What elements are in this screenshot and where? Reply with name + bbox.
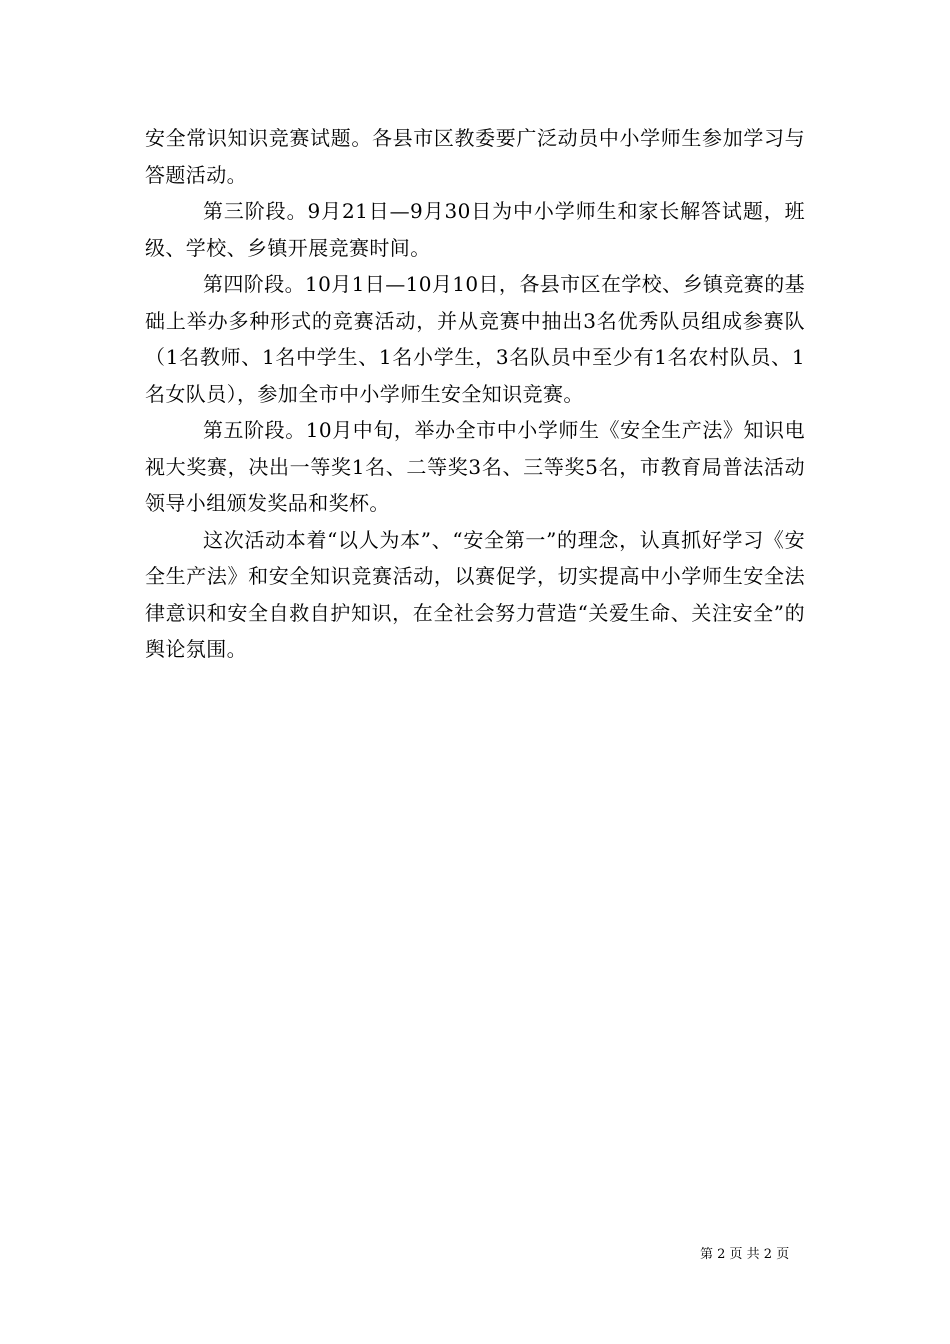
paragraph-continuation: 安全常识知识竞赛试题。各县市区教委要广泛动员中小学师生参加学习与答题活动。 [145, 126, 805, 187]
paragraph-stage-three: 第三阶段。9月21日—9月30日为中小学师生和家长解答试题，班级、学校、乡镇开展竞赛时间。 [145, 199, 805, 260]
page-number-footer: 第 2 页 共 2 页 [700, 1247, 790, 1262]
paragraph-conclusion: 这次活动本着“以人为本”、“安全第一”的理念，认真抓好学习《安全生产法》和安全知识竞赛活动，以赛促学，切实提高中小学师生安全法律意识和安全自救自护知识，在全社会努力营造“关爱生命、关注安全”的舆论氛围。 [145, 527, 805, 661]
paragraph-stage-four: 第四阶段。10月1日—10月10日，各县市区在学校、乡镇竞赛的基础上举办多种形式的竞赛活动，并从竞赛中抽出3名优秀队员组成参赛队（1名教师、1名中学生、1名小学生，3名队员中至少有1名农村队员、1名女队员），参加全市中小学师生安全知识竞赛。 [145, 272, 805, 406]
paragraph-stage-five: 第五阶段。10月中旬，举办全市中小学师生《安全生产法》知识电视大奖赛，决出一等奖1名、二等奖3名、三等奖5名，市教育局普法活动领导小组颁发奖品和奖杯。 [145, 418, 805, 515]
document-body [145, 120, 805, 668]
